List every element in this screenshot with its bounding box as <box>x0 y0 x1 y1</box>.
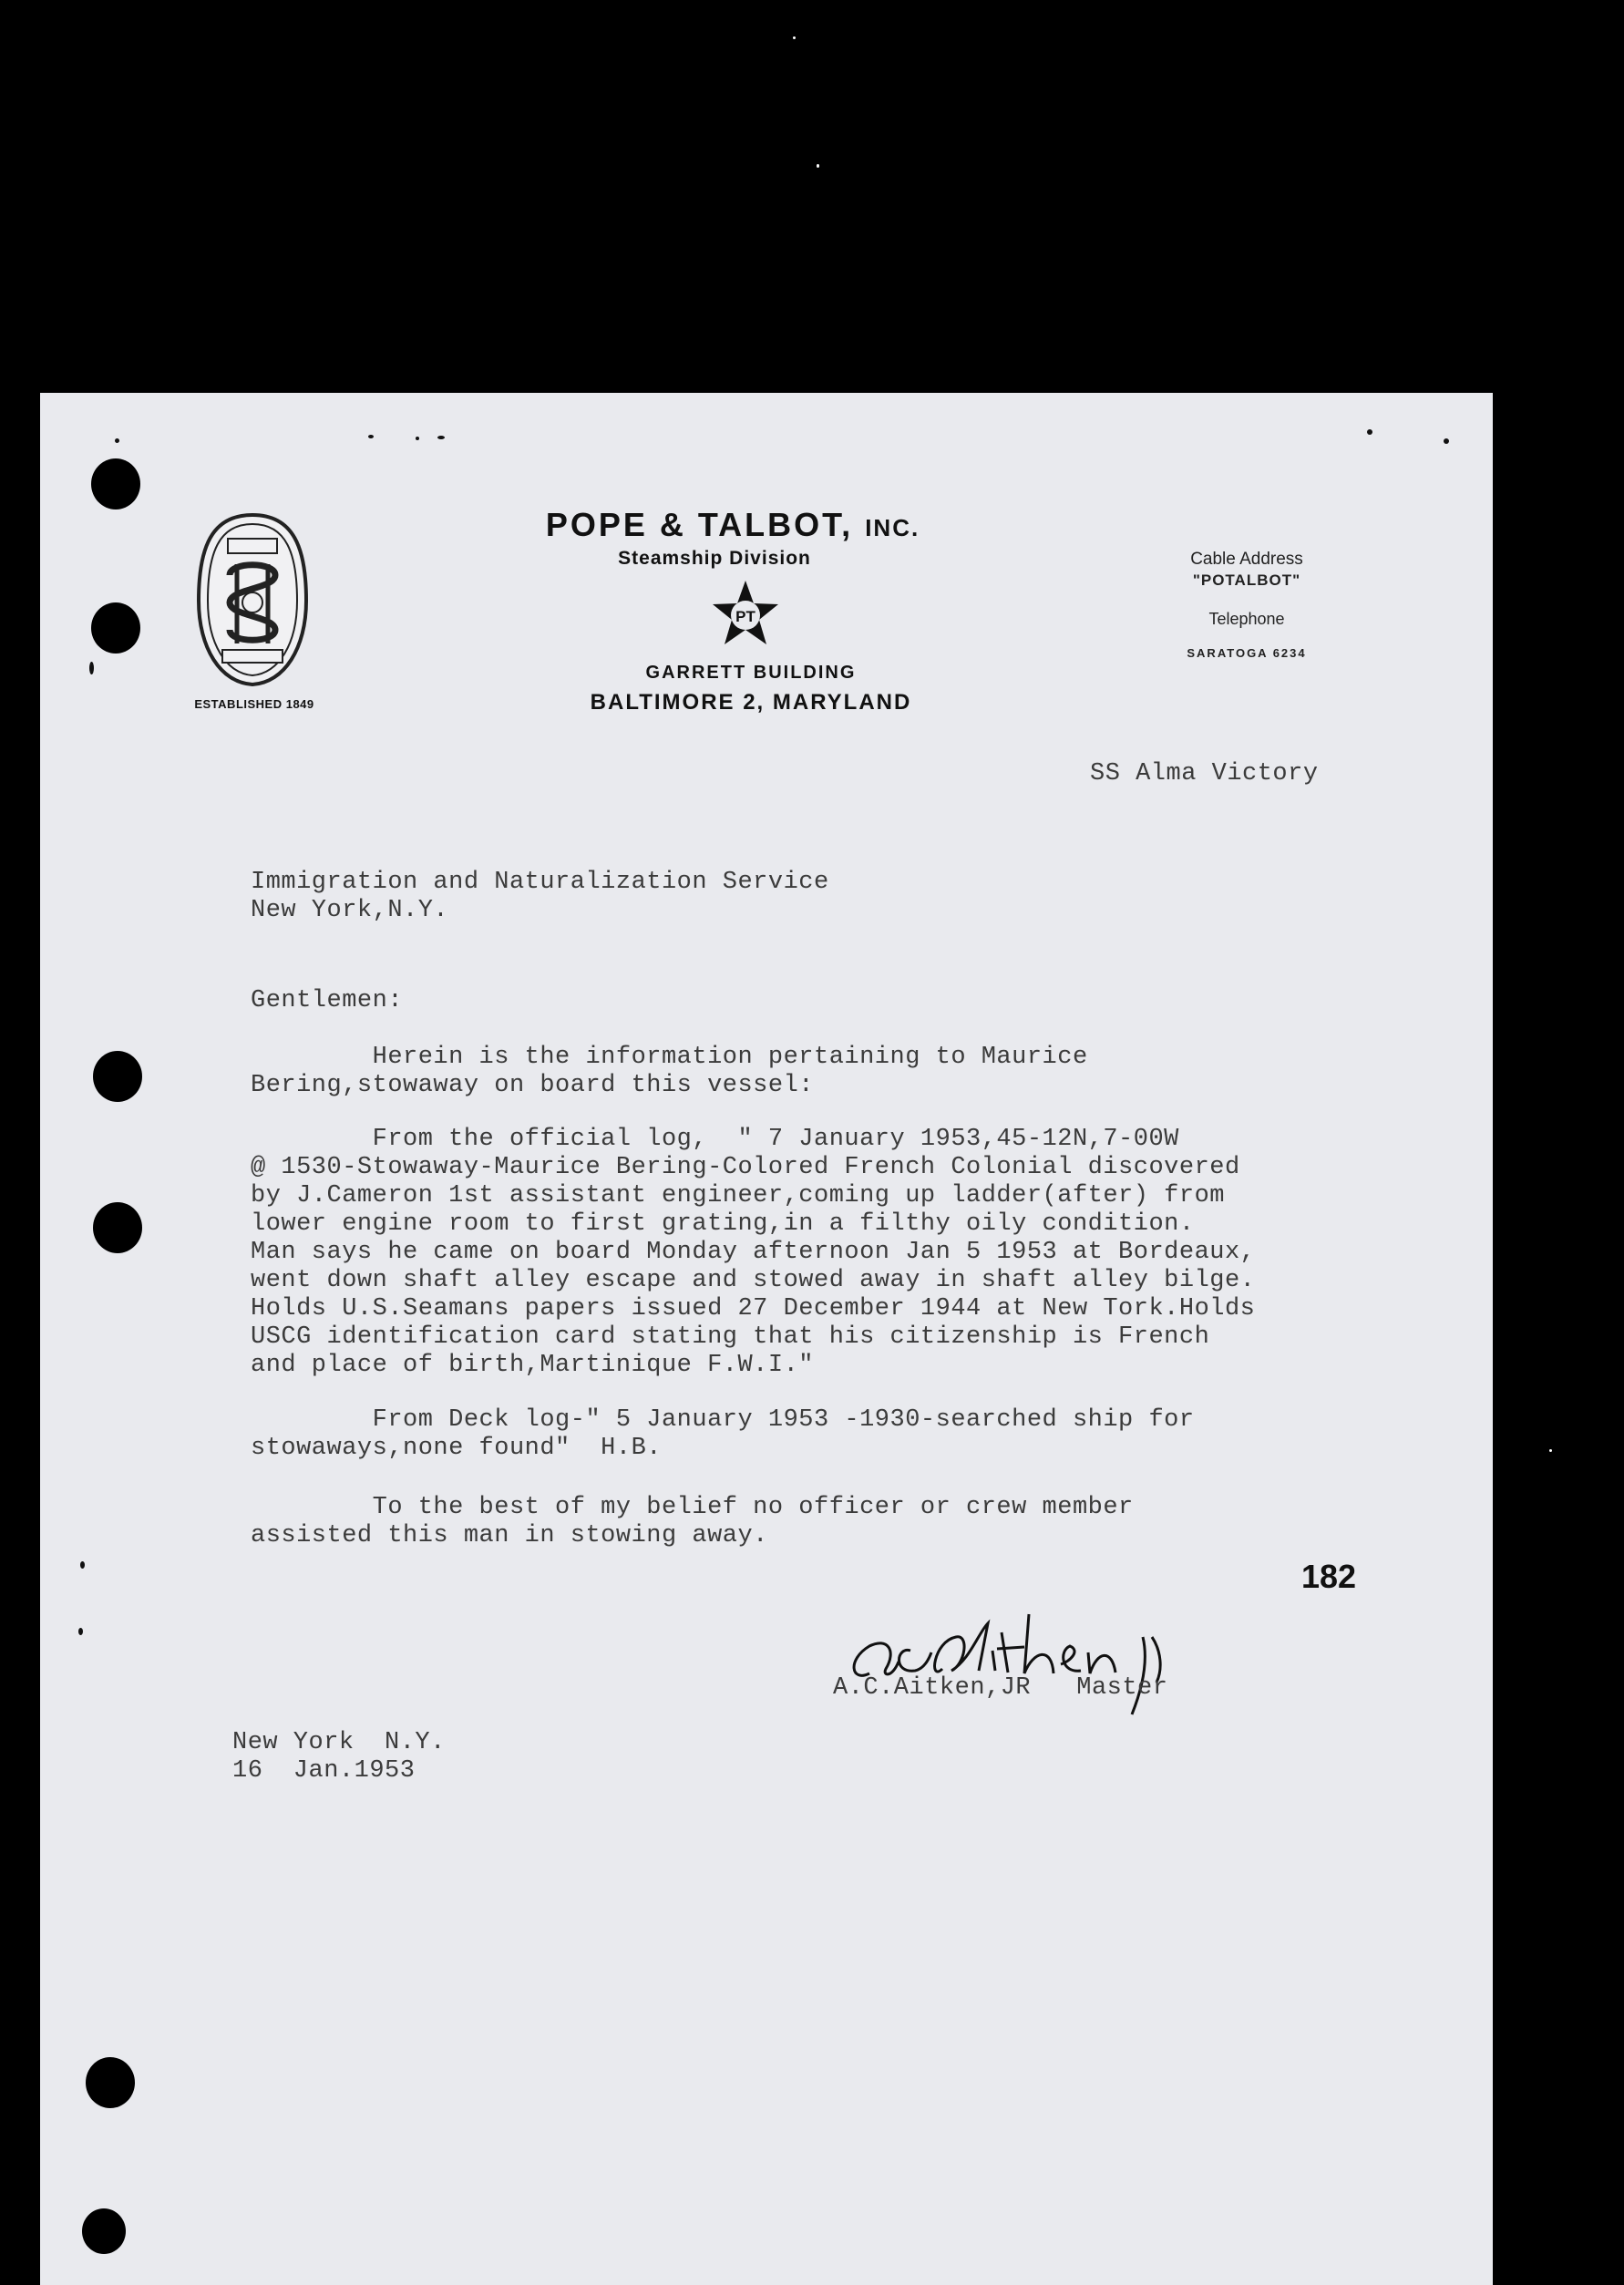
text-line: Bering,stowaway on board this vessel: <box>251 1072 814 1099</box>
signatory-name: A.C.Aitken,JR Master <box>833 1674 1168 1702</box>
place-date-block <box>232 1729 446 1786</box>
text-line: Man says he came on board Monday afternoon Jan 5 1953 at Bordeaux, <box>251 1239 1256 1266</box>
punch-hole <box>91 602 140 654</box>
company-name-text: POPE & TALBOT, <box>545 506 854 543</box>
text-line: assisted this man in stowing away. <box>251 1522 768 1549</box>
addressee-line: New York,N.Y. <box>251 897 449 924</box>
film-speck <box>1549 1449 1552 1452</box>
paper-mark <box>437 436 445 439</box>
film-speck <box>817 164 819 168</box>
letter-page <box>40 393 1493 2285</box>
established-text: ESTABLISHED 1849 <box>194 697 314 711</box>
text-line: Herein is the information pertaining to Maurice <box>251 1044 1088 1071</box>
text-line: From Deck log-" 5 January 1953 -1930-searched ship for <box>251 1406 1195 1434</box>
punch-hole <box>82 2208 126 2254</box>
film-speck <box>793 36 796 39</box>
paper-mark <box>78 1628 83 1635</box>
telephone-number: SARATOGA 6234 <box>1187 646 1307 660</box>
cable-address-label: Cable Address <box>1190 550 1303 569</box>
text-line: @ 1530-Stowaway-Maurice Bering-Colored French Colonial discovered <box>251 1154 1240 1181</box>
paragraph-official-log <box>251 1126 1255 1380</box>
addressee-block <box>251 869 829 925</box>
paragraph-intro <box>251 1044 1088 1100</box>
telephone-label: Telephone <box>1208 610 1285 628</box>
text-line: Holds U.S.Seamans papers issued 27 December 1944 at New Tork.Holds <box>251 1295 1256 1323</box>
text-line: USCG identification card stating that his citizenship is French <box>251 1323 1210 1351</box>
text-line: stowaways,none found" H.B. <box>251 1435 662 1462</box>
punch-hole <box>93 1051 142 1102</box>
paper-mark <box>368 435 374 438</box>
paper-mark <box>89 662 94 674</box>
text-line: From the official log, " 7 January 1953,45-12N,7-00W <box>251 1126 1179 1153</box>
building-name: GARRETT BUILDING <box>645 663 857 683</box>
place: New York N.Y. <box>232 1729 446 1756</box>
punch-hole <box>91 458 140 509</box>
text-line: To the best of my belief no officer or crew member <box>251 1494 1134 1521</box>
handwritten-signature <box>842 1596 1261 1724</box>
company-name <box>478 506 988 544</box>
text-line: by J.Cameron 1st assistant engineer,coming up ladder(after) from <box>251 1182 1225 1209</box>
paragraph-belief <box>251 1494 1134 1550</box>
text-line: and place of birth,Martinique F.W.I." <box>251 1352 814 1379</box>
vessel-name: SS Alma Victory <box>1090 760 1319 787</box>
punch-hole <box>93 1202 142 1253</box>
text-line: went down shaft alley escape and stowed away in shaft alley bilge. <box>251 1267 1256 1294</box>
date: 16 Jan.1953 <box>232 1757 416 1785</box>
paragraph-deck-log <box>251 1406 1195 1463</box>
punch-hole <box>86 2057 135 2108</box>
company-suffix: INC. <box>865 514 920 541</box>
pt-star-emblem <box>711 579 780 648</box>
text-line: lower engine room to first grating,in a filthy oily condition. <box>251 1210 1195 1238</box>
cable-address: "POTALBOT" <box>1192 571 1301 589</box>
page-number: 182 <box>1301 1558 1357 1595</box>
paper-mark <box>1444 438 1449 444</box>
company-seal-logo <box>193 511 312 689</box>
paper-mark <box>1367 429 1372 435</box>
paper-mark <box>416 437 419 440</box>
paper-mark <box>115 438 119 443</box>
salutation: Gentlemen: <box>251 987 404 1014</box>
pt-emblem-text: PT <box>735 608 755 625</box>
division-name: Steamship Division <box>618 548 811 569</box>
addressee-line: Immigration and Naturalization Service <box>251 869 829 896</box>
city-address: BALTIMORE 2, MARYLAND <box>590 690 912 715</box>
paper-mark <box>80 1561 85 1569</box>
